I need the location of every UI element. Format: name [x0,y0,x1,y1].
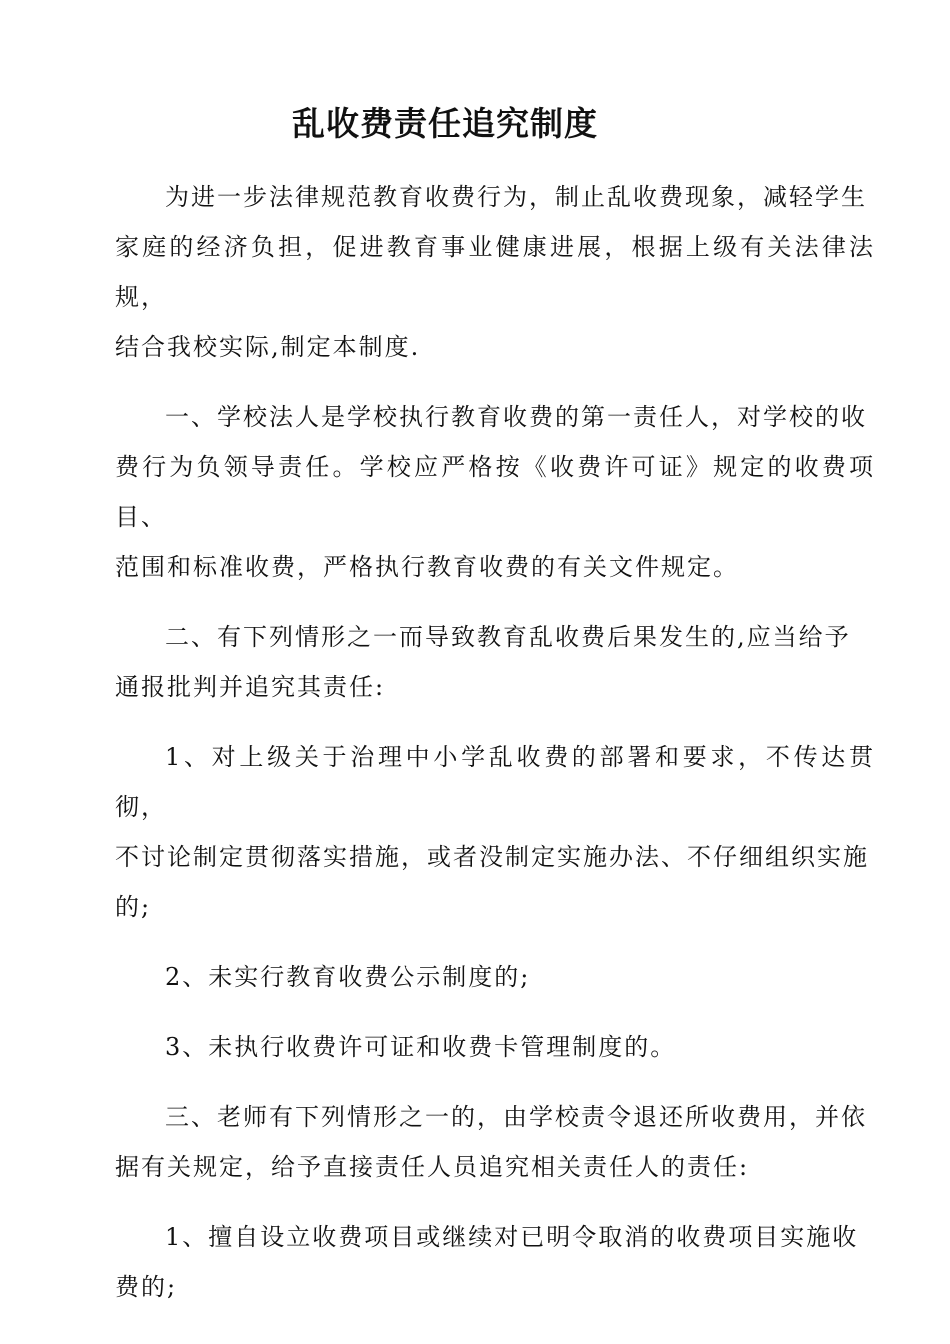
paragraph-intro [115,172,875,372]
document-title: 乱收费责任追究制度 [292,104,598,143]
paragraph-section-2 [115,612,875,712]
text-line: 三、老师有下列情形之一的，由学校责令退还所收费用，并依 [165,1103,867,1131]
text-line: 一、学校法人是学校执行教育收费的第一责任人，对学校的收 [165,403,867,431]
text-line: 的; [115,893,152,921]
text-line: 3、未执行收费许可证和收费卡管理制度的。 [165,1033,677,1061]
paragraph-item-2 [115,952,875,1002]
document-body [115,172,875,1332]
text-line: 1、对上级关于治理中小学乱收费的部署和要求，不传达贯彻， [115,743,875,821]
text-line: 据有关规定，给予直接责任人员追究相关责任人的责任: [115,1153,750,1181]
paragraph-section-1 [115,392,875,592]
text-line: 费的; [115,1273,178,1301]
text-line: 费行为负领导责任。学校应严格按《收费许可证》规定的收费项目、 [115,453,875,531]
paragraph-section-3-item-1 [115,1212,875,1312]
text-line: 结合我校实际,制定本制度. [115,333,421,361]
text-line: 2、未实行教育收费公示制度的; [165,963,531,991]
text-line: 范围和标准收费，严格执行教育收费的有关文件规定。 [115,553,739,581]
paragraph-section-3 [115,1092,875,1192]
paragraph-item-1 [115,732,875,932]
text-line: 通报批判并追究其责任: [115,673,386,701]
paragraph-item-3 [115,1022,875,1072]
text-line: 为进一步法律规范教育收费行为，制止乱收费现象，减轻学生 [165,183,867,211]
text-line: 1、擅自设立收费项目或继续对已明令取消的收费项目实施收 [165,1223,859,1251]
text-line: 不讨论制定贯彻落实措施，或者没制定实施办法、不仔细组织实施 [115,843,869,871]
text-line: 家庭的经济负担，促进教育事业健康进展，根据上级有关法律法规， [115,233,875,311]
text-line: 二、有下列情形之一而导致教育乱收费后果发生的,应当给予 [165,623,851,651]
